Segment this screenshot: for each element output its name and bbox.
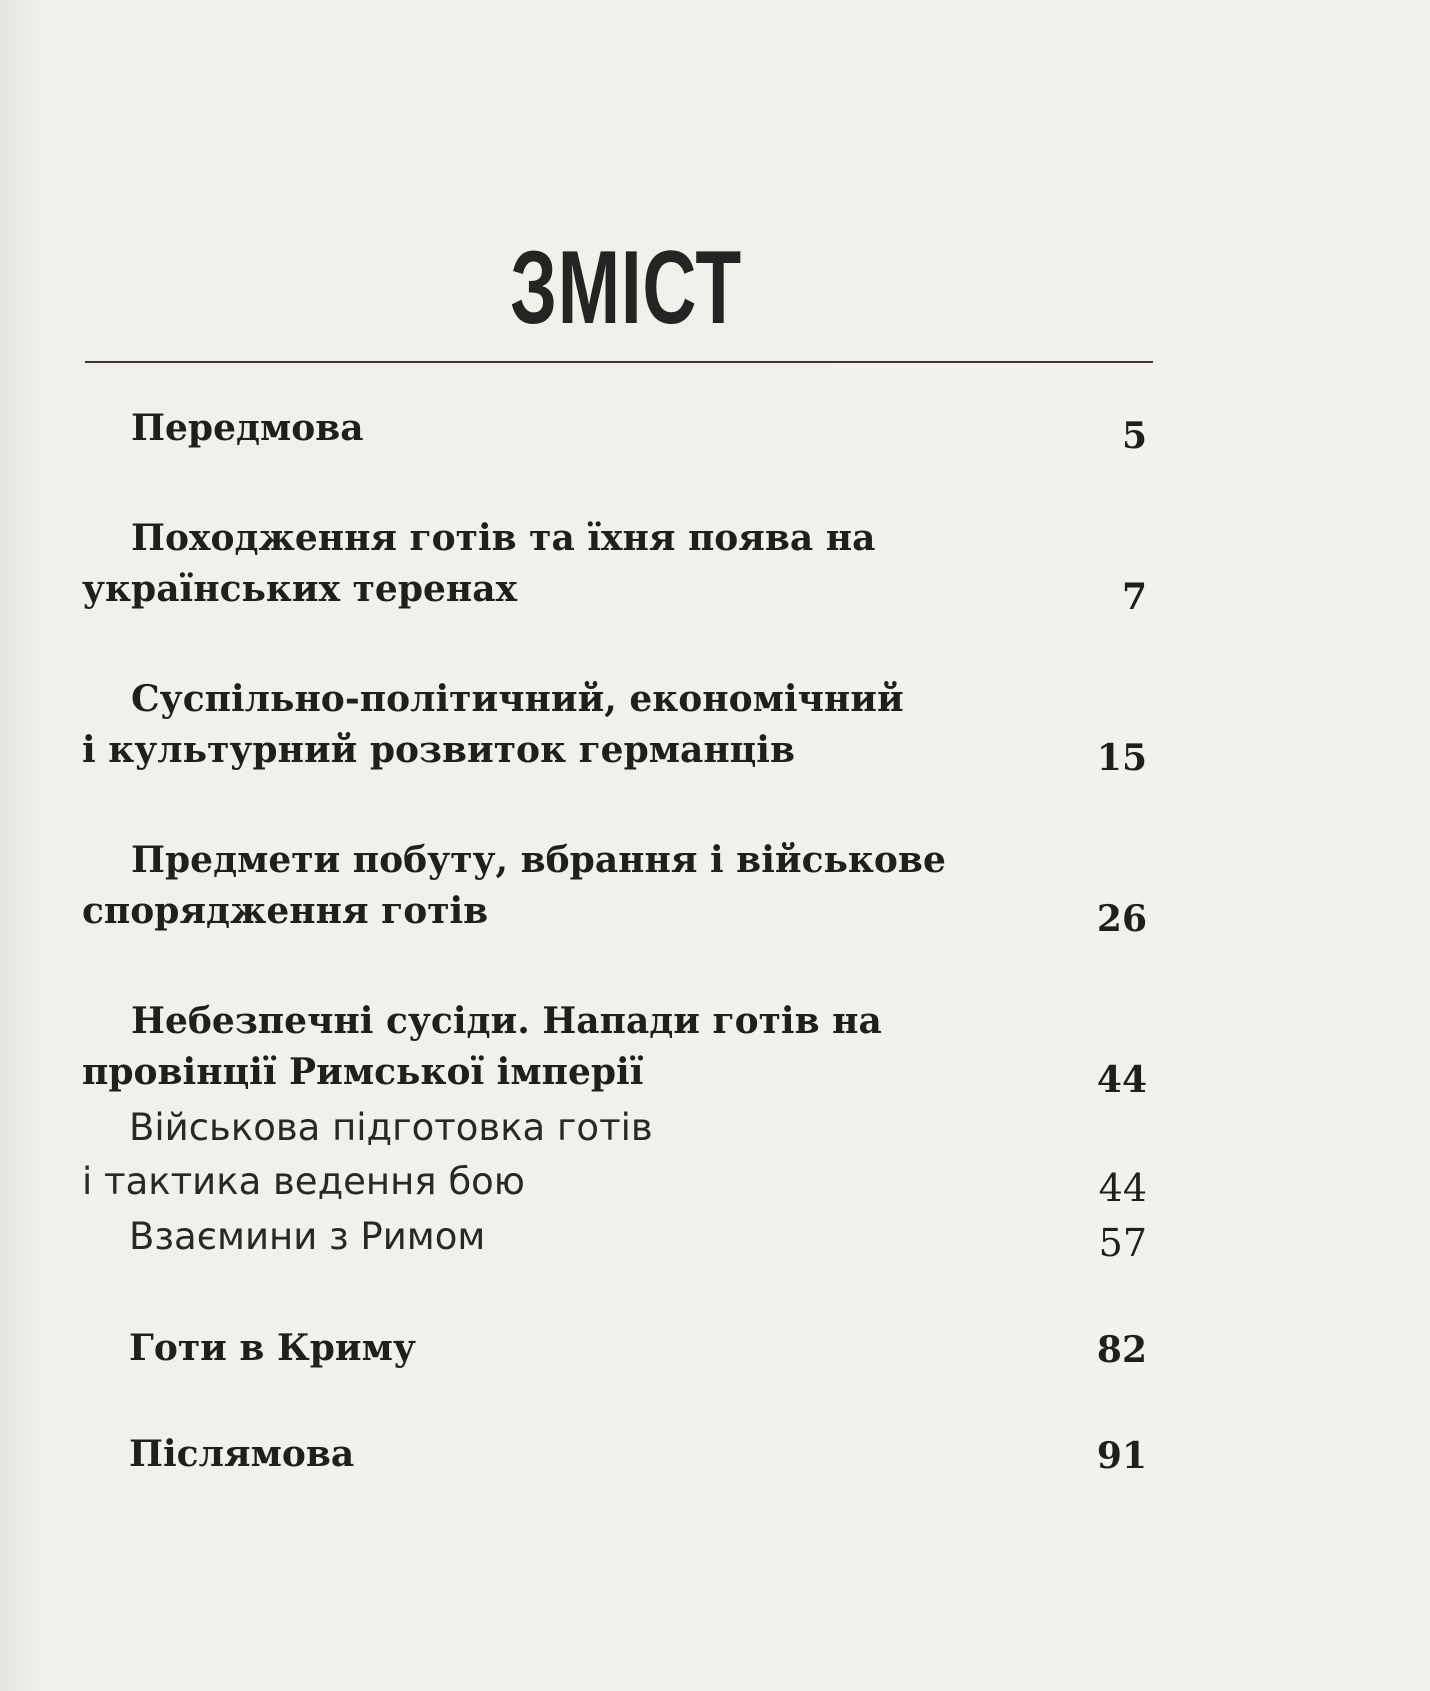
toc-entry-title: Готи в Криму (129, 1327, 416, 1369)
toc-entry-title: Предмети побуту, вбрання і військове (131, 839, 946, 881)
page-title: ЗМІСТ (510, 230, 742, 346)
toc-entry-page: 7 (1121, 576, 1147, 618)
toc-entry-title-continued: українських теренах (82, 568, 518, 610)
toc-subentry-title: Військова підготовка готів (129, 1106, 653, 1149)
toc-entry-title: Небезпечні сусіди. Напади готів на (131, 1000, 882, 1042)
toc-entry-title-continued: провінції Римської імперії (82, 1051, 644, 1093)
toc-entry-title: Передмова (131, 407, 364, 449)
toc-entry-title: Походження готів та їхня поява на (131, 517, 876, 559)
toc-entry-title: Післямова (129, 1433, 355, 1475)
toc-subentry-page: 44 (1098, 1166, 1147, 1210)
toc-entry-title: Суспільно-політичний, економічний (131, 678, 904, 720)
toc-subentry-page: 57 (1098, 1221, 1147, 1265)
toc-entry-page: 44 (1096, 1059, 1147, 1101)
toc-subentry-title: Взаємини з Римом (129, 1215, 486, 1258)
toc-entry-page: 5 (1121, 415, 1147, 457)
toc-entry-page: 82 (1096, 1329, 1147, 1371)
toc-entry-title-continued: і культурний розвиток германців (82, 729, 795, 771)
toc-subentry-title-continued: і тактика ведення бою (82, 1160, 525, 1203)
toc-entry-title-continued: спорядження готів (82, 890, 489, 932)
toc-entry-page: 26 (1096, 898, 1147, 940)
toc-entry-page: 91 (1096, 1435, 1147, 1477)
toc-entry-page: 15 (1096, 737, 1147, 779)
